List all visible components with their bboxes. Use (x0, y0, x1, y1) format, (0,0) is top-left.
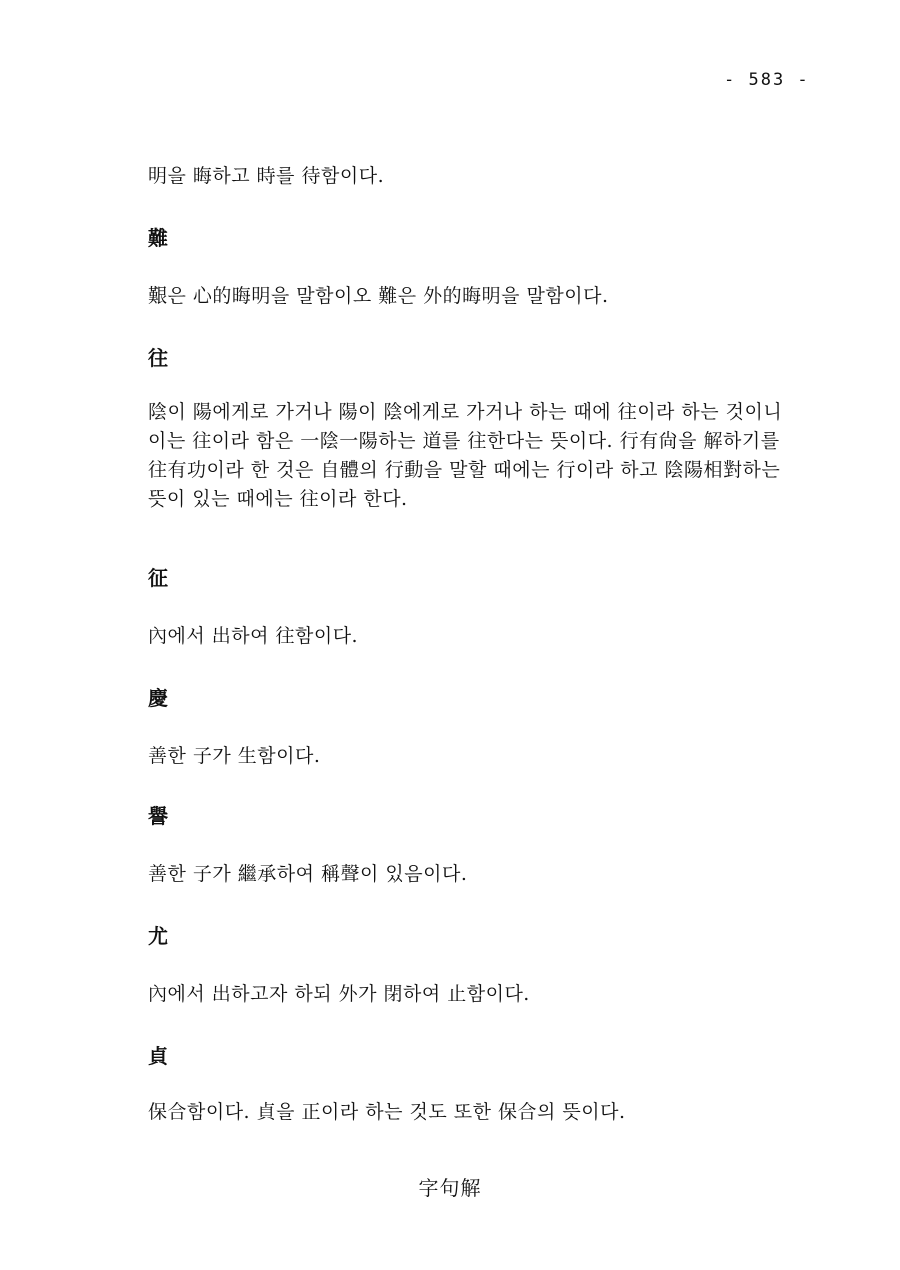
entry-term-gyeong: 慶 (148, 686, 168, 710)
entry-text-nan: 艱은 心的晦明을 말함이오 難은 外的晦明을 말함이다. (148, 285, 609, 307)
entry-term-jeong2: 貞 (148, 1044, 168, 1068)
page-number: - 583 - (724, 70, 810, 90)
entry-term-nan: 難 (148, 226, 168, 250)
entry-text-wang: 陰이 陽에게로 가거나 陽이 陰에게로 가거나 하는 때에 往이라 하는 것이니 이는 往이라 함은 一陰一陽하는 道를 往한다는 뜻이다. 行有尙을 解하기를 往有功이라 한 것은 自體의 行動을 말할 때에는 行이라 하고 陰陽相對하는 뜻이 있는 때에는 往이라 한다. (148, 401, 783, 510)
intro-text: 明을 晦하고 時를 待함이다. (148, 165, 385, 187)
entry-text-ye: 善한 子가 繼承하여 稱聲이 있음이다. (148, 863, 468, 885)
entry-term-jeong: 征 (148, 566, 168, 590)
entry-text-jeong2: 保合함이다. 貞을 正이라 하는 것도 또한 保合의 뜻이다. (148, 1101, 626, 1123)
entry-text-gyeong: 善한 子가 生함이다. (148, 745, 321, 767)
entry-term-wang: 往 (148, 346, 168, 370)
entry-term-u: 尤 (148, 924, 168, 948)
footer-title: 字句解 (418, 1176, 482, 1200)
entry-text-jeong: 內에서 出하여 往함이다. (148, 625, 359, 647)
entry-term-ye: 譽 (148, 804, 168, 828)
entry-text-u: 內에서 出하고자 하되 外가 閉하여 止함이다. (148, 983, 530, 1005)
